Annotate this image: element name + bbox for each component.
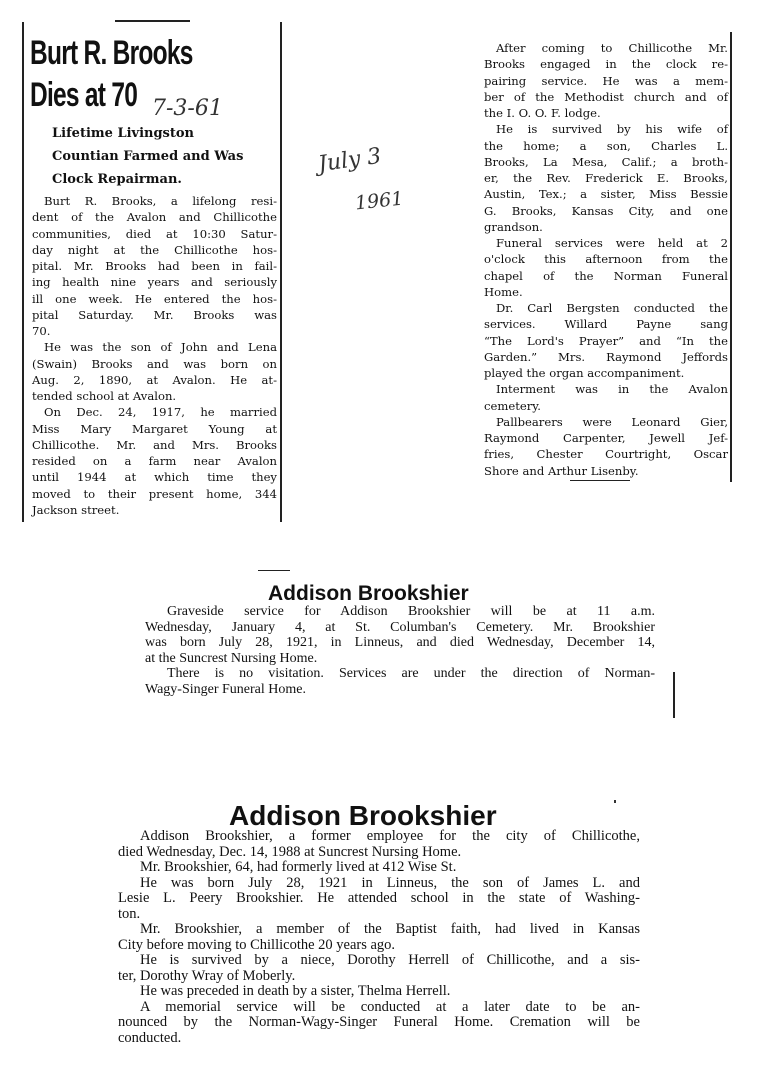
text-line: Graveside service for Addison Brookshier will be at 11 a.m. — [167, 604, 655, 619]
headline: Addison Brookshier — [268, 582, 469, 605]
top-rule — [258, 570, 290, 571]
article-body — [145, 604, 655, 697]
headline: Addison Brookshier — [229, 800, 497, 831]
text-line: He was the son of John and Lena — [44, 340, 277, 355]
text-line: After coming to Chillicothe Mr. — [496, 41, 728, 55]
text-line: conducted. — [118, 1029, 182, 1046]
article-body — [118, 829, 640, 1046]
column-rule-left — [22, 22, 24, 522]
text-line: He was preceded in death by a sister, Thelma Herrell. — [140, 983, 451, 999]
text-line: Aug. 2, 1890, at Avalon. He at- — [32, 372, 277, 387]
text-line: He is survived by a niece, Dorothy Herrell of Chillicothe, and a sis- — [140, 952, 640, 968]
text-line: pital Saturday. Mr. Brooks was — [32, 307, 277, 322]
text-line: There is no visitation. Services are under the direction of Norman- — [167, 666, 655, 681]
text-line: communities, died at 10:30 Satur- — [32, 226, 277, 241]
subhead-line: Lifetime Livingston — [52, 126, 194, 141]
text-line: Shore and Arthur Lisenby. — [484, 463, 639, 478]
text-line: dent of the Avalon and Chillicothe — [32, 210, 277, 225]
text-line: A memorial service will be conducted at a later date to be an- — [140, 998, 640, 1015]
text-line: fries, Chester Courtright, Oscar — [484, 447, 728, 462]
text-line: (Swain) Brooks and was born on — [32, 356, 277, 371]
text-line: Wednesday, January 4, at St. Columban's Cemetery. Mr. Brookshier — [145, 619, 655, 635]
text-line: pital. Mr. Brooks had been in fail- — [32, 259, 277, 273]
text-line: Wagy-Singer Funeral Home. — [145, 681, 306, 697]
text-line: o'clock this afternoon from the — [484, 252, 728, 267]
text-line: 70. — [32, 324, 51, 338]
text-line: the home; a son, Charles L. — [484, 138, 728, 153]
text-line: Burt R. Brooks, a lifelong resi- — [44, 194, 277, 208]
text-line: tended school at Avalon. — [32, 389, 177, 403]
subhead — [52, 122, 243, 191]
column-rule-middle — [280, 22, 282, 522]
end-rule — [570, 480, 630, 481]
text-line: Funeral services were held at 2 — [496, 236, 728, 250]
text-line: ill one week. He entered the hos- — [32, 291, 277, 306]
handwritten-date: 7-3-61 — [152, 96, 223, 121]
text-line: Miss Mary Margaret Young at — [32, 421, 277, 436]
text-line: cemetery. — [484, 398, 541, 413]
text-line: Austin, Tex.; a sister, Miss Bessie — [484, 187, 728, 202]
subhead-line: Clock Repairman. — [52, 172, 182, 187]
margin-mark — [673, 672, 675, 718]
subhead-line: Countian Farmed and Was — [52, 149, 244, 164]
text-line: He was born July 28, 1921 in Linneus, the son of James L. and — [140, 874, 640, 891]
text-line: the I. O. O. F. lodge. — [484, 106, 601, 120]
text-line: Pallbearers were Leonard Gier, — [496, 414, 728, 429]
text-line: City before moving to Chillicothe 20 years ago. — [118, 936, 396, 953]
text-line: “The Lord's Prayer” and “In the — [484, 333, 728, 348]
text-line: Brooks engaged in the clock re- — [484, 57, 728, 72]
text-line: moved to their present home, 344 — [32, 486, 277, 501]
text-line: Dr. Carl Bergsten conducted the — [496, 301, 728, 315]
text-line: er, the Rev. Frederick E. Brooks, — [484, 171, 728, 185]
text-line: Garden.” Mrs. Raymond Jeffords — [484, 349, 728, 364]
text-line: Chillicothe. Mr. and Mrs. Brooks — [32, 437, 277, 452]
headline-line-1: Burt R. Brooks — [30, 34, 193, 72]
handwritten-note-date: July 3 — [316, 143, 383, 178]
text-line: G. Brooks, Kansas City, and one — [484, 203, 728, 218]
text-line: chapel of the Norman Funeral — [484, 268, 728, 283]
text-line: Lesie L. Peery Brookshier. He attended school in the state of Washing- — [118, 890, 640, 906]
text-line: grandson. — [484, 219, 543, 234]
text-line: Jackson street. — [32, 502, 120, 517]
text-line: ton. — [118, 905, 141, 922]
text-line: Mr. Brookshier, a member of the Baptist faith, had lived in Kansas — [140, 921, 640, 937]
text-line: died Wednesday, Dec. 14, 1988 at Suncrest Nursing Home. — [118, 843, 462, 860]
text-line: at the Suncrest Nursing Home. — [145, 650, 318, 666]
text-line: He is survived by his wife of — [496, 122, 728, 137]
text-line: Brooks, La Mesa, Calif.; a broth- — [484, 154, 728, 169]
headline-line-2: Dies at 70 — [30, 76, 138, 114]
text-line: played the organ accompaniment. — [484, 366, 685, 380]
speck — [614, 800, 616, 803]
text-line: Addison Brookshier, a former employee for the city of Chillicothe, — [140, 828, 640, 844]
text-line: Mr. Brookshier, 64, had formerly lived at 412 Wise St. — [140, 859, 457, 875]
text-line: pairing service. He was a mem- — [484, 73, 728, 88]
text-line: resided on a farm near Avalon — [32, 454, 277, 468]
top-rule — [115, 20, 190, 22]
column-rule-right — [730, 32, 732, 482]
text-line: On Dec. 24, 1917, he married — [44, 405, 277, 420]
text-line: day night at the Chillicothe hos- — [32, 242, 277, 257]
text-line: services. Willard Payne sang — [484, 317, 728, 332]
text-line: ter, Dorothy Wray of Moberly. — [118, 967, 296, 984]
text-line: Home. — [484, 284, 523, 299]
handwritten-note-year: 1961 — [353, 187, 405, 215]
article-column-left — [32, 193, 277, 518]
text-line: was born July 28, 1921, in Linneus, and died Wednesday, December 14, — [145, 635, 655, 650]
text-line: ing health nine years and seriously — [32, 275, 277, 290]
text-line: nounced by the Norman-Wagy-Singer Funeral Home. Cremation will be — [118, 1014, 640, 1030]
text-line: until 1944 at which time they — [32, 470, 277, 485]
text-line: Raymond Carpenter, Jewell Jef- — [484, 431, 728, 445]
text-line: Interment was in the Avalon — [496, 382, 728, 397]
text-line: ber of the Methodist church and of — [484, 89, 728, 104]
article-column-right — [484, 40, 728, 479]
